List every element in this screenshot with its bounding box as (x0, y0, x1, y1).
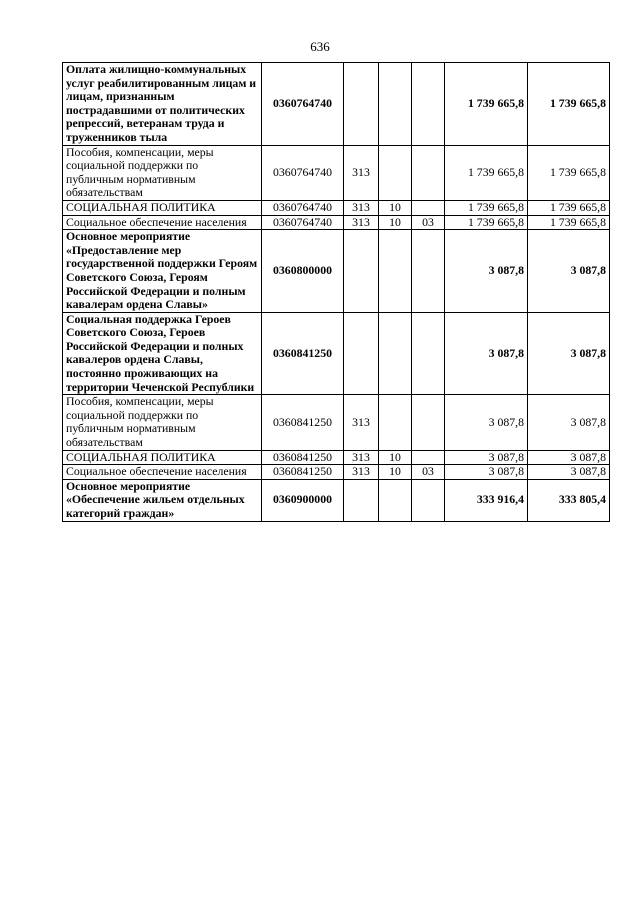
cell-rz (379, 63, 412, 146)
cell-sum-1: 1 739 665,8 (445, 215, 528, 230)
cell-vr: 313 (344, 395, 379, 450)
cell-pr (412, 450, 445, 465)
table-row (63, 312, 610, 395)
cell-vr: 313 (344, 215, 379, 230)
cell-pr (412, 230, 445, 313)
cell-vr: 313 (344, 200, 379, 215)
cell-pr (412, 200, 445, 215)
page-number: 636 (310, 39, 330, 54)
cell-code: 0360764740 (262, 145, 344, 200)
cell-name: Основное мероприятие «Обеспечение жильем отдельных категорий граждан» (63, 479, 262, 521)
cell-vr (344, 312, 379, 395)
cell-vr (344, 230, 379, 313)
cell-sum-1: 1 739 665,8 (445, 63, 528, 146)
cell-sum-2: 3 087,8 (528, 312, 610, 395)
cell-pr: 03 (412, 215, 445, 230)
cell-sum-2: 1 739 665,8 (528, 63, 610, 146)
cell-sum-2: 3 087,8 (528, 395, 610, 450)
table-row (63, 230, 610, 313)
cell-code: 0360841250 (262, 450, 344, 465)
table-row (63, 63, 610, 146)
cell-name: Социальное обеспечение населения (63, 215, 262, 230)
cell-vr: 313 (344, 465, 379, 480)
cell-sum-1: 333 916,4 (445, 479, 528, 521)
cell-sum-1: 1 739 665,8 (445, 145, 528, 200)
cell-rz (379, 230, 412, 313)
cell-name: Оплата жилищно-коммунальных услуг реабилитированным лицам и лицам, признанным пострадавшими от политических репрессий, ветеранам труда и труженников тыла (63, 63, 262, 146)
cell-rz (379, 479, 412, 521)
cell-code: 0360900000 (262, 479, 344, 521)
cell-code: 0360800000 (262, 230, 344, 313)
table-row (63, 450, 610, 465)
cell-sum-1: 1 739 665,8 (445, 200, 528, 215)
cell-pr (412, 145, 445, 200)
table-body (63, 63, 610, 522)
cell-sum-1: 3 087,8 (445, 450, 528, 465)
table-row (63, 200, 610, 215)
cell-name: Социальная поддержка Героев Советского Союза, Героев Российской Федерации и полных кавалеров ордена Славы, постоянно проживающих на территории Чеченской Республики (63, 312, 262, 395)
cell-code: 0360764740 (262, 200, 344, 215)
cell-vr: 313 (344, 450, 379, 465)
cell-vr (344, 63, 379, 146)
cell-pr (412, 63, 445, 146)
table-row (63, 395, 610, 450)
cell-pr (412, 479, 445, 521)
cell-sum-2: 1 739 665,8 (528, 215, 610, 230)
cell-sum-1: 3 087,8 (445, 230, 528, 313)
table-row (63, 465, 610, 480)
cell-rz (379, 312, 412, 395)
cell-pr (412, 395, 445, 450)
cell-rz: 10 (379, 450, 412, 465)
cell-vr: 313 (344, 145, 379, 200)
cell-sum-2: 1 739 665,8 (528, 145, 610, 200)
cell-code: 0360841250 (262, 312, 344, 395)
budget-table (62, 62, 610, 522)
cell-code: 0360764740 (262, 215, 344, 230)
cell-sum-2: 3 087,8 (528, 465, 610, 480)
cell-name: Пособия, компенсации, меры социальной поддержки по публичным нормативным обязательствам (63, 145, 262, 200)
cell-sum-2: 333 805,4 (528, 479, 610, 521)
cell-name: Пособия, компенсации, меры социальной поддержки по публичным нормативным обязательствам (63, 395, 262, 450)
cell-sum-1: 3 087,8 (445, 465, 528, 480)
cell-name: СОЦИАЛЬНАЯ ПОЛИТИКА (63, 450, 262, 465)
cell-sum-2: 1 739 665,8 (528, 200, 610, 215)
cell-rz: 10 (379, 215, 412, 230)
cell-pr (412, 312, 445, 395)
cell-sum-2: 3 087,8 (528, 230, 610, 313)
cell-sum-1: 3 087,8 (445, 312, 528, 395)
cell-code: 0360841250 (262, 395, 344, 450)
table-row (63, 145, 610, 200)
cell-sum-2: 3 087,8 (528, 450, 610, 465)
cell-rz: 10 (379, 200, 412, 215)
table-row (63, 215, 610, 230)
cell-name: СОЦИАЛЬНАЯ ПОЛИТИКА (63, 200, 262, 215)
cell-rz (379, 145, 412, 200)
cell-vr (344, 479, 379, 521)
cell-rz (379, 395, 412, 450)
cell-sum-1: 3 087,8 (445, 395, 528, 450)
cell-rz: 10 (379, 465, 412, 480)
cell-code: 0360764740 (262, 63, 344, 146)
cell-code: 0360841250 (262, 465, 344, 480)
cell-pr: 03 (412, 465, 445, 480)
cell-name: Социальное обеспечение населения (63, 465, 262, 480)
cell-name: Основное мероприятие «Предоставление мер государственной поддержки Героям Советского Союза, Героям Российской Федерации и полным кавалерам ордена Славы» (63, 230, 262, 313)
table-row (63, 479, 610, 521)
